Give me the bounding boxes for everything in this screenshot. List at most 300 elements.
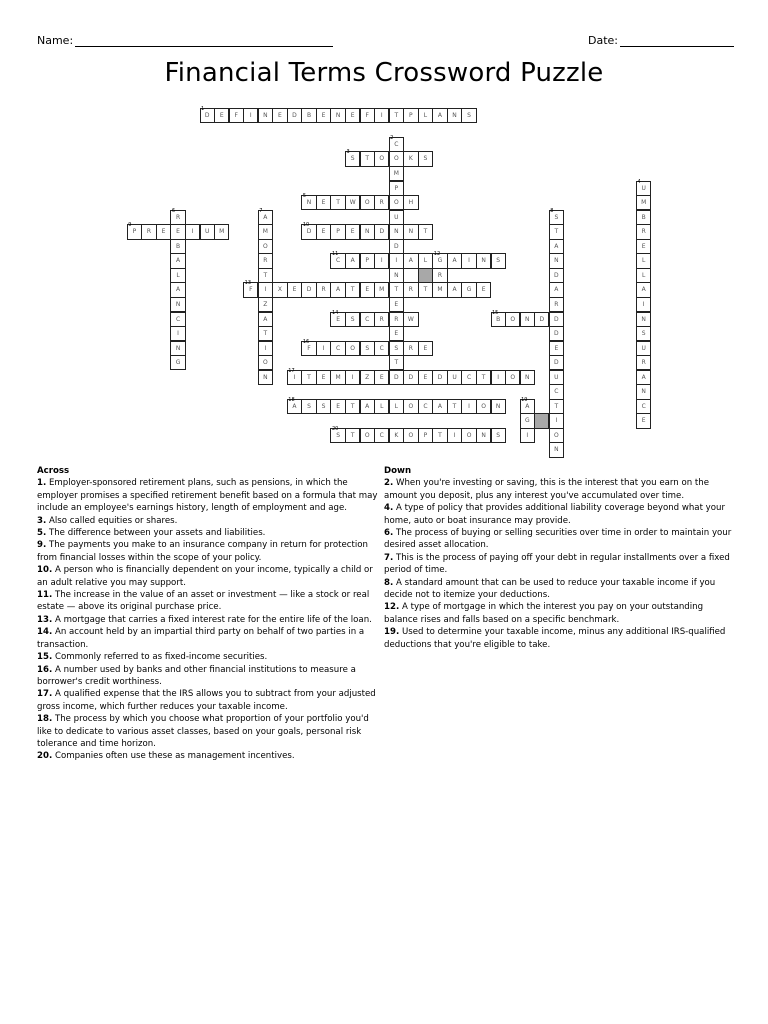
cell-letter: A	[263, 315, 268, 323]
cell-letter: T	[423, 228, 428, 236]
grid-cell[interactable]	[170, 312, 185, 327]
clue-text: The increase in the value of an asset or investment — like a stock or real estate — above its original purchase price.	[37, 590, 370, 613]
grid-cell[interactable]	[432, 370, 447, 385]
grid-cell[interactable]	[418, 282, 433, 297]
grid-cell[interactable]	[549, 341, 564, 356]
grid-cell[interactable]	[476, 399, 491, 414]
grid-cell[interactable]	[389, 428, 404, 443]
grid-cell[interactable]	[447, 108, 462, 123]
grid-cell[interactable]	[272, 282, 287, 297]
grid-cell[interactable]	[389, 355, 404, 370]
grid-cell[interactable]	[345, 399, 360, 414]
grid-cell[interactable]	[258, 312, 273, 327]
grid-cell[interactable]	[403, 341, 418, 356]
grid-cell[interactable]	[549, 268, 564, 283]
grid-cell[interactable]	[520, 413, 535, 428]
grid-cell[interactable]	[330, 282, 345, 297]
cell-letter: M	[437, 286, 443, 294]
grid-cell[interactable]	[330, 108, 345, 123]
cell-letter: R	[263, 257, 268, 265]
cell-letter: E	[321, 111, 326, 119]
grid-cell[interactable]	[258, 355, 273, 370]
cell-letter: I	[351, 373, 354, 381]
cell-letter: B	[641, 213, 646, 221]
grid-cell[interactable]	[476, 282, 491, 297]
grid-cell[interactable]	[534, 312, 549, 327]
grid-cell[interactable]	[549, 253, 564, 268]
grid-cell[interactable]	[418, 428, 433, 443]
grid-cell[interactable]	[461, 253, 476, 268]
grid-cell[interactable]	[170, 207, 185, 225]
grid-cell[interactable]	[389, 224, 404, 239]
grid-cell[interactable]	[403, 195, 418, 210]
clue	[384, 601, 732, 626]
grid-cell[interactable]	[287, 396, 302, 414]
cell-letter: E	[481, 286, 486, 294]
cell-letter: I	[642, 300, 645, 308]
grid-cell[interactable]	[403, 399, 418, 414]
cell-letter: C	[336, 344, 341, 352]
grid-cell[interactable]	[418, 399, 433, 414]
grid-cell[interactable]	[170, 341, 185, 356]
grid-cell[interactable]	[214, 224, 229, 239]
grid-cell[interactable]	[549, 326, 564, 341]
grid-cell[interactable]	[403, 108, 418, 123]
grid-cell[interactable]	[549, 370, 564, 385]
grid-cell[interactable]	[185, 224, 200, 239]
grid-cell[interactable]	[170, 326, 185, 341]
grid-cell[interactable]	[389, 297, 404, 312]
grid-cell[interactable]	[374, 312, 389, 327]
cell-letter: N	[452, 111, 457, 119]
grid-cell[interactable]	[491, 370, 506, 385]
cell-letter: M	[335, 373, 341, 381]
grid-cell[interactable]	[345, 151, 360, 166]
cell-letter: D	[554, 359, 559, 367]
grid-cell[interactable]	[447, 399, 462, 414]
grid-cell[interactable]	[301, 195, 316, 210]
grid-cell[interactable]	[330, 399, 345, 414]
grid-cell[interactable]	[316, 108, 331, 123]
grid-cell[interactable]	[374, 195, 389, 210]
cell-letter: O	[364, 199, 370, 207]
cell-letter: O	[393, 199, 399, 207]
grid-cell[interactable]	[345, 108, 360, 123]
grid-cell[interactable]	[461, 370, 476, 385]
grid-cell[interactable]	[432, 282, 447, 297]
cell-letter: E	[321, 373, 326, 381]
grid-cell[interactable]	[418, 341, 433, 356]
cell-letter: D	[554, 330, 559, 338]
grid-cell[interactable]	[360, 151, 375, 166]
cell-letter: R	[408, 344, 413, 352]
grid-cell[interactable]	[374, 108, 389, 123]
grid-cell[interactable]	[316, 370, 331, 385]
grid-cell[interactable]	[360, 195, 375, 210]
grid-cell[interactable]	[272, 108, 287, 123]
grid-cell[interactable]	[476, 428, 491, 443]
clue	[37, 651, 382, 663]
grid-cell[interactable]	[170, 282, 185, 297]
clue	[384, 577, 732, 602]
grid-cell[interactable]	[636, 268, 651, 283]
grid-cell[interactable]	[243, 108, 258, 123]
clue-text: The process of buying or selling securities over time in order to maintain your desired asset allocation.	[384, 528, 732, 551]
clue-num: 19.	[384, 627, 400, 638]
clue-num: 7.	[384, 552, 394, 563]
clue-text: The payments you make to an insurance company in return for protection from financial losses within the scope of your policy.	[37, 540, 368, 563]
grid-cell[interactable]	[520, 312, 535, 327]
clue	[384, 477, 732, 502]
cell-letter: E	[176, 228, 180, 236]
grid-cell[interactable]	[389, 312, 404, 327]
grid-cell[interactable]	[389, 134, 404, 152]
grid-cell[interactable]	[447, 282, 462, 297]
across-heading: Across	[37, 466, 70, 476]
grid-cell[interactable]	[636, 399, 651, 414]
cell-letter: N	[335, 111, 341, 119]
grid-cell[interactable]	[447, 428, 462, 443]
grid-cell[interactable]	[316, 282, 331, 297]
grid-cell[interactable]	[301, 338, 316, 356]
clue-text: The difference between your assets and liabilities.	[46, 528, 266, 539]
grid-cell[interactable]	[549, 442, 564, 457]
grid-cell[interactable]	[287, 108, 302, 123]
grid-cell[interactable]	[258, 224, 273, 239]
grid-cell[interactable]	[476, 253, 491, 268]
cell-letter: I	[497, 373, 500, 381]
grid-cell[interactable]	[258, 268, 273, 283]
cell-letter: T	[394, 359, 399, 367]
clue	[384, 527, 732, 552]
grid-cell[interactable]	[345, 370, 360, 385]
grid-cell[interactable]	[243, 282, 258, 297]
grid-cell[interactable]	[360, 312, 375, 327]
grid-cell[interactable]	[374, 253, 389, 268]
clue	[37, 688, 382, 713]
clue-text: When you're investing or saving, this is the interest that you earn on the amount you deposit, plus any interest you've accumulated over time.	[384, 478, 709, 501]
grid-cell[interactable]	[461, 428, 476, 443]
grid-cell[interactable]	[170, 355, 185, 370]
grid-cell[interactable]	[258, 239, 273, 254]
grid-cell[interactable]	[170, 224, 185, 239]
grid-cell[interactable]	[258, 253, 273, 268]
cell-letter: D	[379, 228, 385, 236]
cell-letter: U	[204, 228, 210, 236]
grid-cell[interactable]	[389, 268, 404, 283]
grid-cell[interactable]	[301, 399, 316, 414]
grid-cell[interactable]	[636, 341, 651, 356]
grid-cell[interactable]	[360, 108, 375, 123]
cell-letter: T	[365, 155, 370, 163]
cell-letter: Z	[365, 373, 370, 381]
grid-cell[interactable]	[330, 341, 345, 356]
grid-cell[interactable]	[505, 312, 520, 327]
clue-text: This is the process of paying off your debt in regular installments over a fixed period of time.	[384, 552, 730, 576]
grid-cell[interactable]	[491, 253, 506, 268]
cell-letter: T	[481, 373, 486, 381]
cell-letter: T	[423, 286, 428, 294]
grid-cell[interactable]	[389, 253, 404, 268]
cell-letter: S	[423, 155, 428, 163]
cell-letter: T	[394, 111, 399, 119]
clue-text: Used to determine your taxable income, minus any additional IRS-qualified deductions that you're eligible to take.	[384, 627, 726, 650]
grid-cell[interactable]	[636, 195, 651, 210]
grid-cell[interactable]	[258, 341, 273, 356]
grid-cell[interactable]	[374, 224, 389, 239]
cell-letter: T	[263, 271, 268, 279]
grid-cell[interactable]	[636, 355, 651, 370]
cell-letter: I	[380, 257, 383, 265]
cell-letter: M	[393, 170, 399, 177]
cell-letter: O	[379, 155, 385, 163]
cell-letter: E	[379, 373, 384, 381]
grid-cell[interactable]	[418, 253, 433, 268]
grid-cell[interactable]	[389, 181, 404, 196]
clue-number: 5	[302, 193, 307, 200]
grid-cell[interactable]	[374, 370, 389, 385]
grid-cell[interactable]	[316, 224, 331, 239]
grid-cell[interactable]	[520, 428, 535, 443]
grid-cell[interactable]	[476, 370, 491, 385]
grid-cell[interactable]	[345, 224, 360, 239]
clue-num: 12.	[384, 602, 400, 613]
grid-cell[interactable]	[258, 297, 273, 312]
grid-cell[interactable]	[345, 253, 360, 268]
grid-cell[interactable]	[214, 108, 229, 123]
grid-cell[interactable]	[432, 428, 447, 443]
grid-cell[interactable]	[549, 312, 564, 327]
grid-cell[interactable]	[287, 282, 302, 297]
grid-cell[interactable]	[258, 282, 273, 297]
grid-cell[interactable]	[418, 151, 433, 166]
grid-cell[interactable]	[461, 108, 476, 123]
cell-letter: C	[554, 388, 559, 396]
cell-letter: I	[468, 402, 470, 410]
grid-cell[interactable]	[389, 399, 404, 414]
grid-cell[interactable]	[549, 282, 564, 297]
cell-letter: D	[554, 315, 559, 323]
grid-cell[interactable]	[389, 282, 404, 297]
cell-letter: P	[336, 228, 340, 236]
grid-cell[interactable]	[301, 108, 316, 123]
grid-cell[interactable]	[461, 282, 476, 297]
cell-letter: E	[394, 300, 399, 308]
grid-cell[interactable]	[316, 195, 331, 210]
grid-cell[interactable]	[170, 297, 185, 312]
grid-cell[interactable]	[549, 399, 564, 414]
cell-letter: A	[641, 373, 646, 381]
grid-cell[interactable]	[403, 282, 418, 297]
grid-cell[interactable]	[403, 428, 418, 443]
grid-cell[interactable]	[520, 370, 535, 385]
grid-cell[interactable]	[403, 370, 418, 385]
grid-cell[interactable]	[170, 268, 185, 283]
grid-cell[interactable]	[389, 370, 404, 385]
grid-cell[interactable]	[389, 166, 404, 181]
grid-cell[interactable]	[636, 239, 651, 254]
cell-letter: T	[336, 199, 340, 207]
grid-cell[interactable]	[549, 297, 564, 312]
grid-cell[interactable]	[549, 384, 564, 399]
cell-letter: O	[510, 315, 516, 323]
clue-number: 20	[331, 425, 339, 432]
grid-cell[interactable]	[403, 151, 418, 166]
grid-cell[interactable]	[374, 428, 389, 443]
grid-cell[interactable]	[360, 428, 375, 443]
across-clues	[37, 465, 382, 763]
grid-cell[interactable]	[636, 370, 651, 385]
grid-cell[interactable]	[389, 326, 404, 341]
clue-text: Commonly referred to as fixed-income securities.	[52, 652, 268, 663]
grid-cell[interactable]	[432, 268, 447, 283]
grid-cell[interactable]	[360, 282, 375, 297]
cell-letter: I	[249, 111, 252, 119]
cell-letter: G	[466, 286, 472, 294]
grid-cell[interactable]	[200, 105, 215, 123]
grid-cell[interactable]	[141, 224, 156, 239]
grid-cell[interactable]	[636, 210, 651, 225]
cell-letter: S	[307, 402, 311, 410]
grid-cell[interactable]	[330, 309, 345, 327]
cell-letter: R	[146, 228, 152, 236]
grid-cell[interactable]	[345, 312, 360, 327]
grid-cell[interactable]	[432, 108, 447, 123]
shaded-cell	[418, 268, 433, 283]
cell-letter: O	[553, 431, 559, 439]
grid-cell[interactable]	[636, 326, 651, 341]
grid-cell[interactable]	[491, 428, 506, 443]
grid-cell[interactable]	[447, 370, 462, 385]
grid-cell[interactable]	[360, 224, 375, 239]
clue-number: 13	[244, 280, 252, 287]
grid-cell[interactable]	[258, 370, 273, 385]
grid-cell[interactable]	[170, 239, 185, 254]
grid-cell[interactable]	[374, 282, 389, 297]
grid-cell[interactable]	[330, 224, 345, 239]
grid-cell[interactable]	[330, 370, 345, 385]
grid-cell[interactable]	[258, 207, 273, 225]
cell-letter: C	[175, 315, 181, 323]
grid-cell[interactable]	[549, 239, 564, 254]
grid-cell[interactable]	[491, 309, 506, 327]
grid-cell[interactable]	[389, 239, 404, 254]
grid-cell[interactable]	[374, 341, 389, 356]
cell-letter: D	[306, 286, 312, 294]
grid-cell[interactable]	[549, 413, 564, 428]
grid-cell[interactable]	[549, 355, 564, 370]
grid-cell[interactable]	[636, 282, 651, 297]
grid-cell[interactable]	[549, 207, 564, 225]
cell-letter: L	[423, 257, 428, 265]
grid-cell[interactable]	[636, 178, 651, 196]
grid-cell[interactable]	[360, 370, 375, 385]
grid-cell[interactable]	[389, 195, 404, 210]
grid-cell[interactable]	[258, 326, 273, 341]
grid-cell[interactable]	[418, 108, 433, 123]
grid-cell[interactable]	[156, 224, 171, 239]
clue-number: 3	[346, 149, 350, 156]
grid-cell[interactable]	[389, 210, 404, 225]
cell-letter: K	[408, 155, 413, 163]
cell-letter: S	[496, 431, 501, 439]
grid-cell[interactable]	[520, 396, 535, 414]
grid-cell[interactable]	[200, 224, 215, 239]
cell-letter: O	[510, 373, 516, 381]
grid-cell[interactable]	[636, 384, 651, 399]
grid-cell[interactable]	[301, 282, 316, 297]
grid-cell[interactable]	[549, 428, 564, 443]
grid-cell[interactable]	[549, 224, 564, 239]
grid-cell[interactable]	[461, 399, 476, 414]
grid-cell[interactable]	[301, 370, 316, 385]
grid-cell[interactable]	[636, 224, 651, 239]
grid-cell[interactable]	[389, 108, 404, 123]
grid-cell[interactable]	[345, 195, 360, 210]
cell-letter: N	[481, 257, 486, 265]
cell-letter: P	[132, 228, 137, 236]
grid-cell[interactable]	[418, 224, 433, 239]
clue	[37, 664, 382, 689]
grid-cell[interactable]	[345, 282, 360, 297]
grid-cell[interactable]	[491, 399, 506, 414]
grid-cell[interactable]	[316, 341, 331, 356]
grid-cell[interactable]	[418, 370, 433, 385]
clue-number: 6	[171, 207, 176, 214]
cell-letter: G	[437, 257, 443, 265]
grid-cell[interactable]	[432, 253, 447, 268]
grid-cell[interactable]	[287, 367, 302, 385]
clue-num: 16.	[37, 664, 53, 675]
name-label: Name:	[37, 34, 74, 47]
grid-cell[interactable]	[316, 399, 331, 414]
grid-cell[interactable]	[374, 399, 389, 414]
grid-cell[interactable]	[229, 108, 244, 123]
grid-cell[interactable]	[403, 224, 418, 239]
grid-cell[interactable]	[636, 253, 651, 268]
grid-cell[interactable]	[258, 108, 273, 123]
grid-cell[interactable]	[330, 195, 345, 210]
grid-cell[interactable]	[403, 253, 418, 268]
grid-cell[interactable]	[389, 151, 404, 166]
grid-cell[interactable]	[330, 425, 345, 443]
grid-cell[interactable]	[432, 399, 447, 414]
grid-cell[interactable]	[636, 413, 651, 428]
clue-number: 8	[550, 207, 554, 214]
grid-cell[interactable]	[127, 224, 142, 239]
cell-letter: N	[394, 228, 399, 236]
clue-num: 14.	[37, 627, 53, 638]
grid-cell[interactable]	[360, 341, 375, 356]
grid-cell[interactable]	[330, 253, 345, 268]
grid-cell[interactable]	[447, 253, 462, 268]
grid-cell[interactable]	[345, 428, 360, 443]
cell-letter: E	[365, 286, 370, 294]
grid-cell[interactable]	[374, 151, 389, 166]
grid-cell[interactable]	[170, 253, 185, 268]
cell-letter: T	[554, 402, 559, 410]
grid-cell[interactable]	[636, 297, 651, 312]
cell-letter: A	[365, 402, 370, 410]
grid-cell[interactable]	[636, 312, 651, 327]
grid-cell[interactable]	[403, 312, 418, 327]
grid-cell[interactable]	[345, 341, 360, 356]
grid-cell[interactable]	[389, 341, 404, 356]
grid-cell[interactable]	[360, 253, 375, 268]
grid-cell[interactable]	[505, 370, 520, 385]
grid-cell[interactable]	[360, 399, 375, 414]
grid-cell[interactable]	[301, 224, 316, 239]
